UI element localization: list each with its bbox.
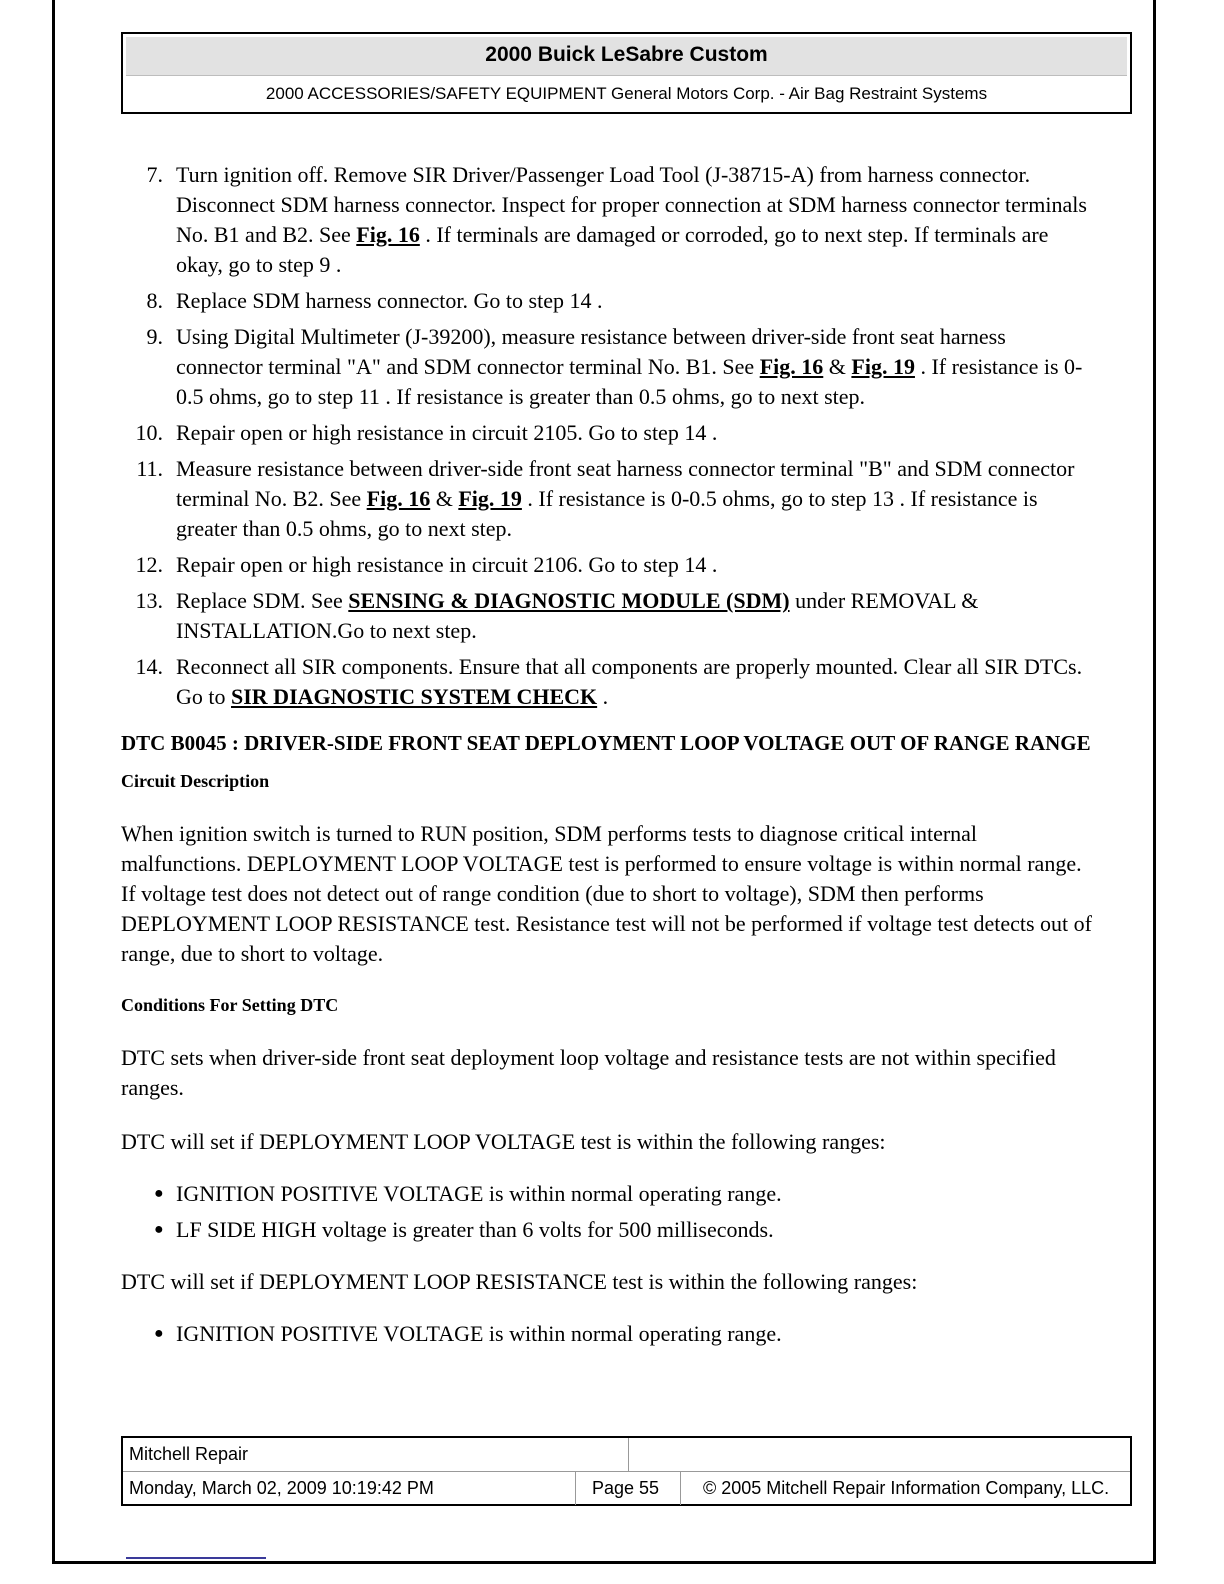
circuit-description-heading: Circuit Description (121, 771, 270, 791)
sir-system-check-link[interactable]: SIR DIAGNOSTIC SYSTEM CHECK (231, 684, 598, 709)
step-number: 7. (146, 162, 163, 187)
conditions-text: DTC sets when driver-side front seat deployment loop voltage and resistance tests are not within specified ranges. (121, 1045, 1056, 1100)
bullet-icon: ● (154, 1185, 164, 1202)
bullet-icon: ● (154, 1221, 164, 1238)
circuit-description-text: When ignition switch is turned to RUN position, SDM performs tests to diagnose critical internal malfunctions. DEPLOYMENT LOOP VOLTAGE test is performed to ensure voltage is within normal range. If voltage test does not detect out of range condition (due to short to voltage), SDM then performs DEPLOYMENT LOOP RESISTANCE test. Resistance test will not be performed if voltage test detects out of range, due to short to voltage. (121, 821, 1092, 966)
step-item: 8. Replace SDM harness connector. Go to step 14 . (121, 286, 1096, 316)
list-item: ● IGNITION POSITIVE VOLTAGE is within normal operating range. (121, 1179, 1096, 1209)
step-number: 9. (146, 324, 163, 349)
step-item: 13. Replace SDM. See SENSING & DIAGNOSTIC MODULE (SDM) under REMOVAL & INSTALLATION.Go to next step. (121, 586, 1096, 646)
bullet-icon: ● (154, 1325, 164, 1342)
footer-datetime: Monday, March 02, 2009 10:19:42 PM (123, 1472, 576, 1505)
resistance-conditions-list (121, 1319, 1096, 1349)
footer-source: Mitchell Repair (123, 1438, 629, 1471)
list-item: ● LF SIDE HIGH voltage is greater than 6 volts for 500 milliseconds. (121, 1215, 1096, 1245)
voltage-intro: DTC will set if DEPLOYMENT LOOP VOLTAGE test is within the following ranges: (121, 1129, 886, 1154)
fig-16-link[interactable]: Fig. 16 (366, 486, 431, 511)
step-number: 12. (135, 552, 163, 577)
dtc-heading: DTC B0045 : DRIVER-SIDE FRONT SEAT DEPLOYMENT LOOP VOLTAGE OUT OF RANGE RANGE (121, 731, 1091, 755)
fig-16-link[interactable]: Fig. 16 (356, 222, 420, 247)
step-item: 14. Reconnect all SIR components. Ensure that all components are properly mounted. Clear all SIR DTCs. Go to SIR DIAGNOSTIC SYSTEM CHECK . (121, 652, 1096, 712)
step-item: 9. Using Digital Multimeter (J-39200), measure resistance between driver-side front seat harness connector terminal "A" and SDM connector terminal No. B1. See Fig. 16 & Fig. 19 . If resistance is 0-0.5 ohms, go to step 11 . If resistance is greater than 0.5 ohms, go to next step. (121, 322, 1096, 412)
footer-copyright: © 2005 Mitchell Repair Information Company, LLC. (703, 1478, 1110, 1498)
document-header (121, 32, 1132, 114)
step-item: 12. Repair open or high resistance in circuit 2106. Go to step 14 . (121, 550, 1096, 580)
resistance-intro: DTC will set if DEPLOYMENT LOOP RESISTANCE test is within the following ranges: (121, 1269, 918, 1294)
voltage-conditions-list (121, 1179, 1096, 1245)
sdm-module-link[interactable]: SENSING & DIAGNOSTIC MODULE (SDM) (348, 588, 790, 613)
fig-19-link[interactable]: Fig. 19 (851, 354, 915, 379)
conditions-heading: Conditions For Setting DTC (121, 995, 339, 1015)
main-content (121, 160, 1096, 1371)
procedure-steps (121, 160, 1096, 712)
step-number: 10. (135, 420, 163, 445)
step-item: 11. Measure resistance between driver-side front seat harness connector terminal "B" and SDM connector terminal No. B2. See Fig. 16 & Fig. 19 . If resistance is 0-0.5 ohms, go to step 13 . If resistance is greater than 0.5 ohms, go to next step. (121, 454, 1096, 544)
step-number: 11. (136, 456, 163, 481)
step-item: 7. Turn ignition off. Remove SIR Driver/Passenger Load Tool (J-38715-A) from harness connector. Disconnect SDM harness connector. Inspect for proper connection at SDM harness connector terminals No. B1 and B2. See Fig. 16 . If terminals are damaged or corroded, go to next step. If terminals are okay, go to step 9 . (121, 160, 1096, 280)
step-item: 10. Repair open or high resistance in circuit 2105. Go to step 14 . (121, 418, 1096, 448)
fig-16-link[interactable]: Fig. 16 (759, 354, 824, 379)
footer-row-source (123, 1438, 1130, 1472)
vehicle-title: 2000 Buick LeSabre Custom (126, 37, 1127, 76)
step-number: 8. (146, 288, 163, 313)
step-number: 13. (135, 588, 163, 613)
section-subtitle: 2000 ACCESSORIES/SAFETY EQUIPMENT General Motors Corp. - Air Bag Restraint Systems (265, 84, 988, 103)
footer-page-number: Page 55 (576, 1472, 681, 1505)
step-number: 14. (135, 654, 163, 679)
footer-row-meta (123, 1472, 1130, 1505)
document-footer (121, 1436, 1132, 1506)
fig-19-link[interactable]: Fig. 19 (458, 486, 522, 511)
list-item: ● IGNITION POSITIVE VOLTAGE is within normal operating range. (121, 1319, 1096, 1349)
page-bottom-divider (126, 1557, 266, 1559)
